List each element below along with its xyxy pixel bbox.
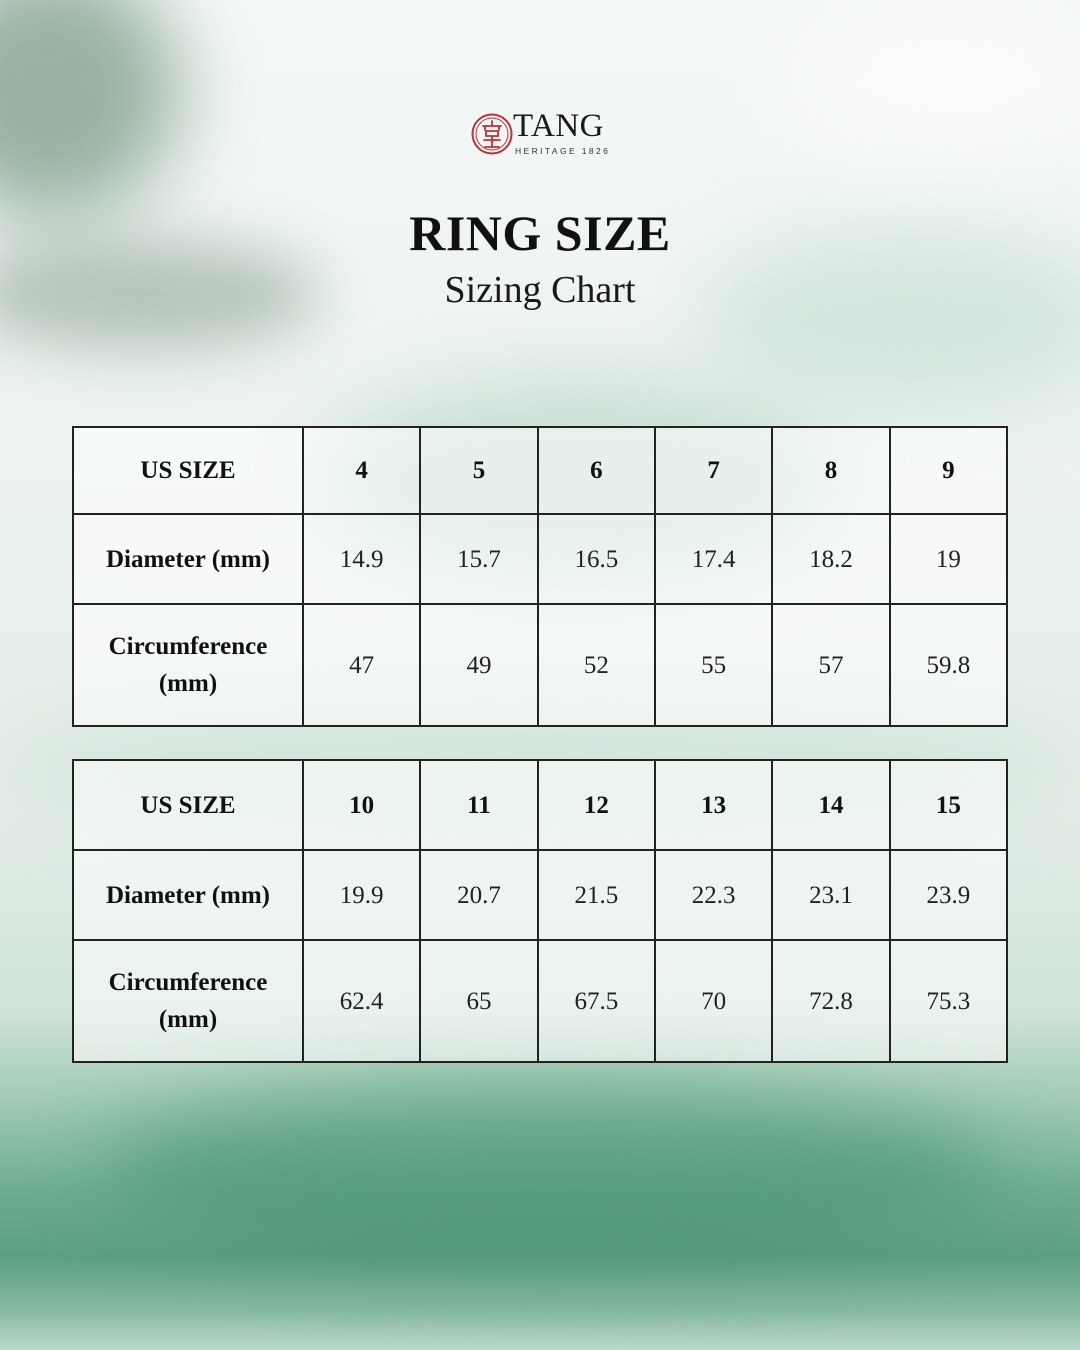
brand-tagline: HERITAGE 1826: [515, 146, 611, 156]
row-label-circumference-line1: Circumference: [108, 633, 268, 660]
row-label-circumference-line2: (mm): [158, 1006, 218, 1033]
seal-emblem-icon: [470, 112, 514, 156]
row-label-us-size: US SIZE: [73, 760, 303, 850]
circumference-cell: 62.4: [303, 940, 420, 1062]
circumference-cell: 57: [772, 604, 889, 726]
page-subtitle: Sizing Chart: [444, 269, 636, 311]
table-row-us-size: [73, 760, 1007, 850]
diameter-cell: 15.7: [420, 514, 537, 604]
circumference-cell: 52: [538, 604, 655, 726]
size-cell: 15: [890, 760, 1007, 850]
row-label-us-size: US SIZE: [73, 427, 303, 514]
size-cell: 7: [655, 427, 772, 514]
ring-size-table-2: [72, 759, 1008, 1063]
diameter-cell: 17.4: [655, 514, 772, 604]
ring-size-table-1: [72, 426, 1008, 727]
circumference-cell: 55: [655, 604, 772, 726]
circumference-cell: 49: [420, 604, 537, 726]
row-label-circumference: [73, 604, 303, 726]
size-cell: 11: [420, 760, 537, 850]
size-cell: 6: [538, 427, 655, 514]
diameter-cell: 20.7: [420, 850, 537, 940]
table-row-diameter: [73, 514, 1007, 604]
size-cell: 14: [772, 760, 889, 850]
diameter-cell: 16.5: [538, 514, 655, 604]
size-cell: 8: [772, 427, 889, 514]
table-row-diameter: [73, 850, 1007, 940]
circumference-cell: 65: [420, 940, 537, 1062]
circumference-cell: 72.8: [772, 940, 889, 1062]
table-row-us-size: [73, 427, 1007, 514]
diameter-cell: 14.9: [303, 514, 420, 604]
table-row-circumference: [73, 604, 1007, 726]
circumference-cell: 67.5: [538, 940, 655, 1062]
size-cell: 9: [890, 427, 1007, 514]
sky-glow-blur: [780, 0, 1080, 160]
row-label-circumference: [73, 940, 303, 1062]
page-title: RING SIZE: [409, 205, 671, 261]
row-label-diameter: Diameter (mm): [73, 850, 303, 940]
diameter-cell: 19.9: [303, 850, 420, 940]
size-cell: 12: [538, 760, 655, 850]
diameter-cell: 19: [890, 514, 1007, 604]
diameter-cell: 22.3: [655, 850, 772, 940]
circumference-cell: 75.3: [890, 940, 1007, 1062]
size-cell: 5: [420, 427, 537, 514]
size-cell: 10: [303, 760, 420, 850]
foreground-hill-blur: [100, 1080, 1000, 1260]
brand-logo: [470, 110, 610, 160]
table-row-circumference: [73, 940, 1007, 1062]
circumference-cell: 47: [303, 604, 420, 726]
row-label-diameter: Diameter (mm): [73, 514, 303, 604]
brand-name: TANG: [513, 108, 605, 144]
diameter-cell: 23.1: [772, 850, 889, 940]
circumference-cell: 70: [655, 940, 772, 1062]
diameter-cell: 21.5: [538, 850, 655, 940]
pine-branch-blur: [0, 0, 180, 220]
diameter-cell: 18.2: [772, 514, 889, 604]
row-label-circumference-line1: Circumference: [108, 969, 268, 996]
size-cell: 13: [655, 760, 772, 850]
circumference-cell: 59.8: [890, 604, 1007, 726]
size-cell: 4: [303, 427, 420, 514]
row-label-circumference-line2: (mm): [158, 670, 218, 697]
diameter-cell: 23.9: [890, 850, 1007, 940]
